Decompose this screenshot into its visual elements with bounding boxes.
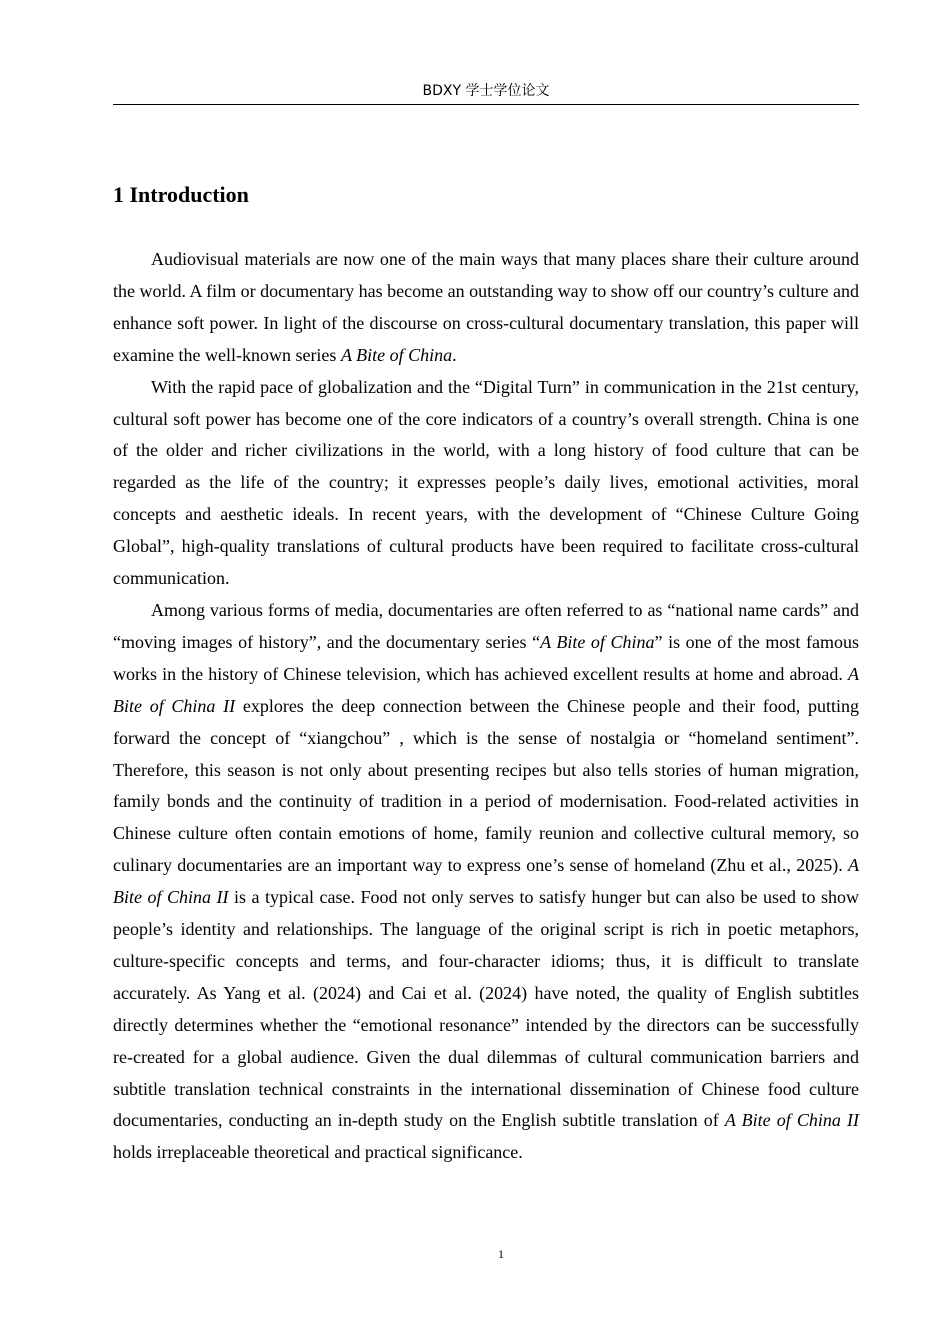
paragraph-3-part-c: explores the deep connection between the Chinese people and their food, putting forward the concept of “xiangchou” , which is the sense of nostalgia or “homeland sentiment”. Therefore, this season is not only about presenting recipes but also tells stories of human migration, family bonds and the continuity of tradition in a period of modernisation. Food-related activities in Chinese culture often contain emotions of home, family reunion and collective cultural memory, so culinary documentaries are an important way to express one’s sense of homeland (Zhu et al., 2025). xyxy=(113,695,859,876)
paragraph-3-title-d: A Bite of China II xyxy=(724,1110,860,1131)
paragraph-3-title-b: A Bite of China II xyxy=(113,663,859,716)
paragraph-2: With the rapid pace of globalization and the “Digital Turn” in communication in the 21st century, cultural soft power has become one of the core indicators of a country’s overall strength. China is one of the older and richer civilizations in the world, with a long history of food culture that can be regarded as the life of the country; it expresses people’s daily lives, emotional activities, moral concepts and aesthetic ideals. In recent years, with the development of “Chinese Culture Going Global”, high-quality translations of cultural products have been required to facilitate cross-cultural communication. xyxy=(113,376,859,589)
header-rule xyxy=(113,104,859,105)
paragraph-3-part-b: ” is one of the most famous works in the history of Chinese television, which has achieved excellent results at home and abroad. xyxy=(113,631,859,684)
paragraph-1-text: Audiovisual materials are now one of the main ways that many places share their culture around the world. A film or documentary has become an outstanding way to show off our country’s culture and enhance soft power. In light of the discourse on cross-cultural documentary translation, this paper will examine the well-known series xyxy=(113,249,859,365)
paragraph-1 xyxy=(113,244,859,372)
paragraph-3 xyxy=(113,595,859,1169)
paragraph-3-title-c: A Bite of China II xyxy=(113,855,859,908)
paragraph-3-part-e: holds irreplaceable theoretical and practical significance. xyxy=(113,1142,523,1163)
running-header: BDXY 学士学位论文 xyxy=(422,83,550,99)
paragraph-3-part-a: Among various forms of media, documentaries are often referred to as “national name cards” and “moving images of history”, and the documentary series “ xyxy=(113,599,859,652)
paragraph-1-end: . xyxy=(452,344,457,365)
paragraph-1-title: A Bite of China xyxy=(340,344,453,365)
body-text xyxy=(113,244,859,1169)
paragraph-3-title-a: A Bite of China xyxy=(540,631,655,652)
section-heading: 1 Introduction xyxy=(113,182,249,207)
paragraph-3-part-d: is a typical case. Food not only serves to satisfy hunger but can also be used to show people’s identity and relationships. The language of the original script is rich in poetic metaphors, culture-specific concepts and terms, and four-character idioms; thus, it is difficult to translate accurately. As Yang et al. (2024) and Cai et al. (2024) have noted, the quality of English subtitles directly determines whether the “emotional resonance” intended by the directors can be successfully re-created for a global audience. Given the dual dilemmas of cultural communication barriers and subtitle translation technical constraints in the international dissemination of Chinese food culture documentaries, conducting an in-depth study on the English subtitle translation of xyxy=(113,887,860,1131)
page-number: 1 xyxy=(498,1247,504,1261)
